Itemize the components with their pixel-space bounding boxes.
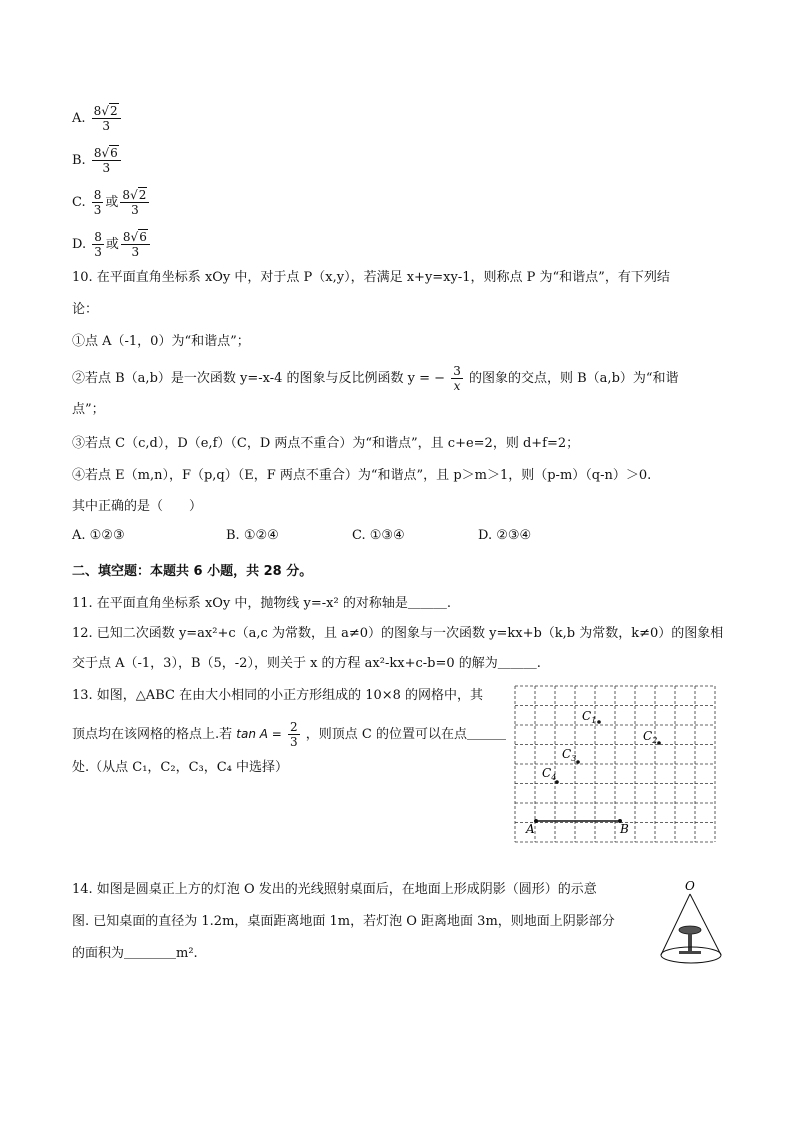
q10-item3: ③若点 C（c,d），D（e,f）（C，D 两点不重合）为“和谐点”，且 c+e=2，则 d+f=2； <box>72 436 580 451</box>
q10-option-a: A. ①②③ <box>72 528 125 543</box>
table-leg <box>688 933 692 953</box>
q10-option-c: C. ①③④ <box>352 528 405 543</box>
q10-stem-line2: 论： <box>72 302 99 317</box>
fraction: $\frac{8√2}{3}$ <box>92 104 121 133</box>
light-ray-left <box>661 894 690 955</box>
label-c2: $C_2$ <box>643 729 658 745</box>
q13-line1: 13. 如图，△ABC 在由大小相同的小正方形组成的 10×8 的网格中，其 <box>72 688 484 703</box>
q10-item4: ④若点 E（m,n），F（p,q）（E，F 两点不重合）为“和谐点”，且 p＞m＞1，则（p-m）（q-n）＞0. <box>72 468 652 483</box>
q10-item2: ②若点 B（a,b）是一次函数 y=-x-4 的图象与反比例函数 y = − $\frac{3}{x}$ 的图象的交点，则 B（a,b）为“和谐 <box>72 364 679 393</box>
section-heading: 二、填空题：本题共 6 小题，共 28 分。 <box>72 564 313 579</box>
grid-figure <box>510 680 720 850</box>
light-ray-right <box>690 894 721 955</box>
q10-prompt: 其中正确的是（ ） <box>72 499 203 514</box>
grid-lines <box>515 686 715 842</box>
fraction: $\frac{8}{3}$ <box>93 188 102 217</box>
q9-option-b: B. $\frac{8√6}{3}$ <box>72 146 123 175</box>
label-c4: $C_4$ <box>542 766 557 782</box>
fraction: $\frac{8}{3}$ <box>94 230 102 259</box>
q10-option-d: D. ②③④ <box>478 528 532 543</box>
label-c1: $C_1$ <box>582 709 597 725</box>
lamp-figure <box>655 878 735 968</box>
q14-line1: 14. 如图是圆桌正上方的灯泡 O 发出的光线照射桌面后，在地面上形成阴影（圆形）的示意 <box>72 882 597 897</box>
label-c3: $C_3$ <box>562 747 577 763</box>
q9-option-a: A. $\frac{8√2}{3}$ <box>72 104 123 133</box>
q10-stem-line1: 10. 在平面直角坐标系 xOy 中，对于点 P（x,y），若满足 x+y=xy-1，则称点 P 为“和谐点”，有下列结 <box>72 270 670 285</box>
q13-line2: 顶点均在该网格的格点上.若 tan A = $\frac{2}{3}$ ，则顶点 C 的位置可以在点＿＿＿ <box>72 720 506 749</box>
q10-item2-cont: 点”； <box>72 402 105 417</box>
q12-line2: 交于点 A（-1，3），B（5，-2），则关于 x 的方程 ax²-kx+c-b=0 的解为＿＿＿. <box>72 656 541 671</box>
q14-line2: 图. 已知桌面的直径为 1.2m，桌面距离地面 1m，若灯泡 O 距离地面 3m，则地面上阴影部分 <box>72 914 615 929</box>
point-c1 <box>597 720 601 724</box>
fraction: $\frac{8√6}{3}$ <box>121 230 150 259</box>
q14-line3: 的面积为＿＿＿＿m². <box>72 946 198 961</box>
point-c2 <box>657 741 661 745</box>
fraction: $\frac{8√6}{3}$ <box>92 146 121 175</box>
q9-option-d: D. $\frac{8}{3}$ 或 $\frac{8√6}{3}$ <box>72 230 152 259</box>
fraction: $\frac{8√2}{3}$ <box>120 188 149 217</box>
label-o: O <box>685 879 695 893</box>
q13-line3: 处.（从点 C₁，C₂，C₃，C₄ 中选择） <box>72 760 289 775</box>
fraction: $\frac{3}{x}$ <box>453 364 461 393</box>
label-b: B <box>620 822 629 836</box>
q10-option-b: B. ①②④ <box>226 528 279 543</box>
table-top <box>679 926 701 934</box>
q9-option-c: C. $\frac{8}{3}$ 或 $\frac{8√2}{3}$ <box>72 188 151 217</box>
fraction: $\frac{2}{3}$ <box>289 720 298 749</box>
q12-line1: 12. 已知二次函数 y=ax²+c（a,c 为常数，且 a≠0）的图象与一次函数 y=kx+b（k,b 为常数，k≠0）的图象相 <box>72 626 724 641</box>
table-base <box>679 951 701 954</box>
q11-text: 11. 在平面直角坐标系 xOy 中，抛物线 y=-x² 的对称轴是＿＿＿. <box>72 596 451 611</box>
point-c3 <box>576 760 580 764</box>
q10-item1: ①点 A（-1，0）为“和谐点”； <box>72 334 250 349</box>
label-a: A <box>526 822 535 836</box>
